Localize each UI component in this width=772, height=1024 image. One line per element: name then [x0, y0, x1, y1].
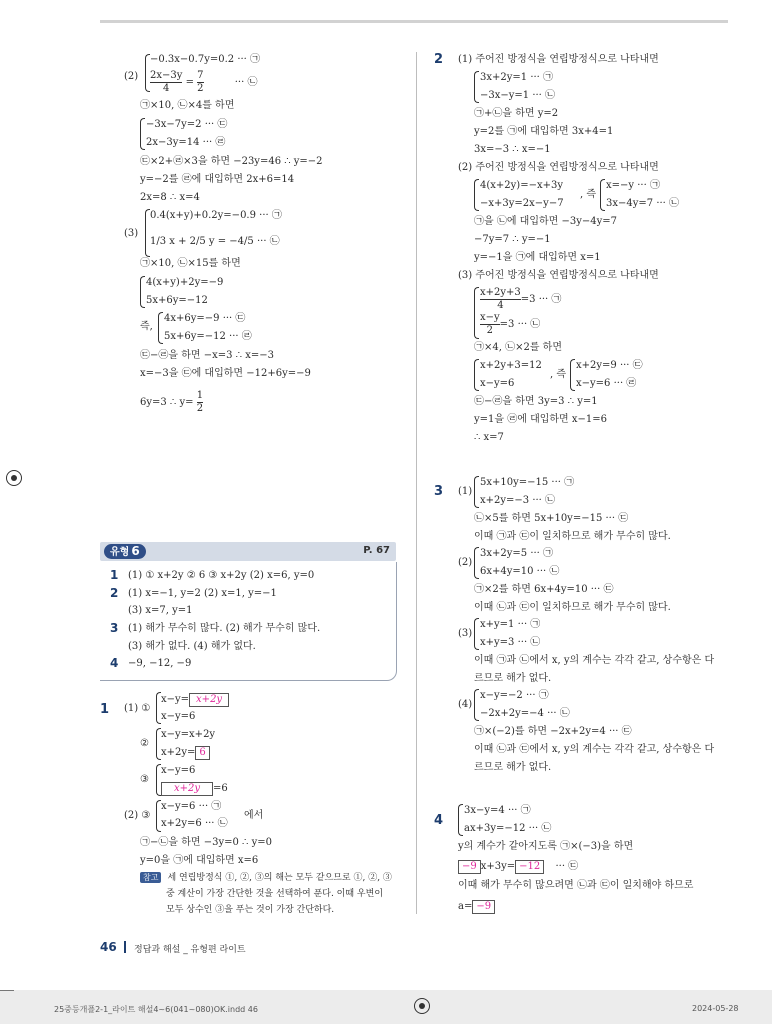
equation — [458, 860, 578, 874]
answer-number: 3 — [110, 621, 119, 635]
label: ③ — [140, 774, 149, 785]
numerator: x−y — [480, 312, 500, 323]
equation-text: =3 ··· ㉠ — [520, 294, 562, 305]
step: (3) 주어진 방정식을 연립방정식으로 나타내면 — [458, 270, 659, 281]
system-brace — [474, 287, 479, 339]
step: ㉠×4, ㉡×2를 하면 — [474, 342, 562, 353]
fraction-equation — [150, 70, 257, 95]
equation: x−y=x+2y — [161, 729, 216, 740]
suffix: 에서 — [244, 810, 264, 821]
numerator: 7 — [197, 70, 204, 81]
conjunction: , 즉 — [550, 369, 567, 380]
tag: ··· ㉢ — [555, 861, 579, 872]
system-brace — [158, 312, 163, 344]
equation: −2x+2y=−4 ··· ㉡ — [480, 708, 570, 719]
answer-box: −9 — [458, 860, 481, 874]
step: 르므로 해가 없다. — [474, 673, 552, 684]
answer-text: (1) x=−1, y=2 (2) x=1, y=−1 — [128, 588, 277, 599]
step: 이때 ㉠과 ㉡에서 x, y의 계수는 각각 같고, 상수항은 다 — [474, 655, 715, 666]
step: ㉠×(−2)를 하면 −2x+2y=4 ··· ㉢ — [474, 726, 632, 737]
note-line: 중 계산이 가장 간단한 것을 선택하여 푼다. 이때 우변이 — [166, 889, 384, 899]
step: 이때 ㉡과 ㉢이 일치하므로 해가 무수히 많다. — [474, 602, 671, 613]
answer-box: x+2y — [161, 782, 213, 796]
footer-divider — [124, 941, 126, 953]
step: 이때 ㉠과 ㉢이 일치하므로 해가 무수히 많다. — [474, 531, 671, 542]
type-pill — [104, 544, 146, 559]
label: (3) — [124, 228, 139, 239]
equation: −0.3x−0.7y=0.2 ··· ㉠ — [150, 54, 261, 65]
denominator: 2 — [196, 403, 204, 414]
equation — [161, 782, 228, 796]
system-brace — [474, 547, 479, 579]
step: 이때 ㉡과 ㉢에서 x, y의 계수는 각각 같고, 상수항은 다 — [474, 744, 715, 755]
step: ㉡×5를 하면 5x+10y=−15 ··· ㉢ — [474, 513, 629, 524]
conjunction: , 즉 — [580, 189, 597, 200]
top-rule — [100, 20, 728, 23]
note-tag: 참고 — [140, 872, 161, 883]
system-brace — [474, 71, 479, 103]
equation-text: x+3y= — [480, 861, 516, 872]
equation: x−y=6 — [161, 765, 196, 776]
step: y=1을 ㉣에 대입하면 x−1=6 — [474, 414, 608, 425]
fraction-equation — [480, 287, 561, 312]
answer-number: 1 — [110, 568, 119, 582]
system-brace — [474, 618, 479, 650]
step: ㉢−㉣을 하면 −x=3 ∴ x=−3 — [140, 350, 274, 361]
step-text: 6y=3 ∴ y= — [140, 397, 194, 408]
step: ㉠×10, ㉡×4를 하면 — [140, 100, 235, 111]
step: ㉠+㉡을 하면 y=2 — [474, 108, 559, 119]
section-banner — [100, 542, 396, 561]
column-divider — [416, 52, 417, 914]
equation: ax+3y=−12 ··· ㉡ — [464, 823, 552, 834]
answer-text: (3) 해가 없다. (4) 해가 없다. — [128, 641, 256, 652]
step: ㉠×2를 하면 6x+4y=10 ··· ㉢ — [474, 584, 614, 595]
equation: 5x+10y=−15 ··· ㉠ — [480, 477, 575, 488]
equation: x−y=6 ··· ㉣ — [576, 378, 637, 389]
type-number: 6 — [131, 544, 140, 558]
step: ∴ x=7 — [474, 432, 504, 443]
step — [458, 900, 495, 914]
label: (2) ③ — [124, 810, 151, 821]
equation-text: =6 — [213, 783, 228, 794]
numerator: 1 — [196, 390, 204, 401]
equation: x+2y=6 ··· ㉡ — [161, 818, 228, 829]
step: ㉠−㉡을 하면 −3y=0 ∴ y=0 — [140, 837, 272, 848]
step — [140, 390, 203, 415]
step: ㉢−㉣을 하면 3y=3 ∴ y=1 — [474, 396, 598, 407]
denominator: 2 — [486, 325, 494, 336]
label: (2) — [124, 71, 139, 82]
equation: x−y=6 — [480, 378, 515, 389]
equation: −x+3y=2x−y−7 — [480, 198, 564, 209]
equation: 2x−3y=14 ··· ㉣ — [146, 137, 226, 148]
system-brace — [140, 276, 145, 308]
system-brace — [474, 476, 479, 508]
step: 즉, — [140, 321, 153, 332]
step: x=−3을 ㉢에 대입하면 −12+6y=−9 — [140, 368, 311, 379]
equation: x+y=3 ··· ㉡ — [480, 637, 541, 648]
registration-mark-icon — [6, 470, 22, 486]
equation: 3x+2y=5 ··· ㉠ — [480, 548, 554, 559]
label: (4) — [458, 699, 473, 710]
system-brace — [570, 359, 575, 391]
equation: x−y=6 ··· ㉠ — [161, 801, 222, 812]
step: ㉠을 ㉡에 대입하면 −3y−4y=7 — [474, 216, 618, 227]
numerator: 2x−3y — [150, 70, 183, 81]
label: (3) — [458, 628, 473, 639]
label: (1) — [458, 486, 473, 497]
answer-text: (3) x=7, y=1 — [128, 605, 193, 616]
equation: 6x+4y=10 ··· ㉡ — [480, 566, 560, 577]
equation: 0.4(x+y)+0.2y=−0.9 ··· ㉠ — [150, 210, 282, 221]
problem-number: 2 — [434, 52, 444, 67]
label: ② — [140, 738, 149, 749]
equation: x+2y+3=12 — [480, 360, 542, 371]
denominator: 4 — [163, 83, 170, 94]
equation: 5x+6y=−12 ··· ㉣ — [164, 331, 252, 342]
system-brace — [474, 359, 479, 391]
system-brace — [600, 179, 605, 211]
answer-text: (1) 해가 무수히 많다. (2) 해가 무수히 많다. — [128, 623, 321, 634]
answer-box: 6 — [195, 746, 209, 760]
equation — [161, 693, 229, 707]
note-line: 세 연립방정식 ①, ②, ③의 해는 모두 같으므로 ①, ②, ③ — [167, 873, 392, 883]
step: y의 계수가 같아지도록 ㉠×(−3)을 하면 — [458, 841, 634, 852]
step: ㉢×2+㉣×3을 하면 −23y=46 ∴ y=−2 — [140, 156, 323, 167]
print-slug: 25중등개플2-1_라이트 해설4~6(041~080)OK.indd 46 — [54, 1005, 258, 1014]
equation: 4x+6y=−9 ··· ㉢ — [164, 313, 246, 324]
equation: 4(x+y)+2y=−9 — [146, 277, 224, 288]
equation: x−y=−2 ··· ㉠ — [480, 690, 549, 701]
page-reference: P. 67 — [363, 545, 390, 556]
problem-number: 4 — [434, 813, 444, 828]
problem-number: 3 — [434, 484, 444, 499]
equation: 3x−4y=7 ··· ㉡ — [606, 198, 680, 209]
equation: x+2y=9 ··· ㉢ — [576, 360, 643, 371]
system-brace — [458, 804, 463, 836]
fraction-equation — [480, 312, 540, 337]
answer-box: x+2y — [189, 693, 229, 707]
registration-mark-icon — [414, 998, 430, 1014]
page-number: 46 — [100, 940, 117, 954]
equation: x=−y ··· ㉠ — [606, 180, 660, 191]
step: y=0을 ㉠에 대입하면 x=6 — [140, 855, 259, 866]
step: y=−2를 ㉣에 대입하면 2x+6=14 — [140, 174, 295, 185]
equation — [161, 746, 210, 760]
answer-box: −9 — [472, 900, 495, 914]
system-brace — [140, 118, 145, 150]
equation: x+2y=−3 ··· ㉡ — [480, 495, 556, 506]
denominator: 4 — [497, 300, 504, 311]
answer-box: −12 — [515, 860, 544, 874]
answer-text: (1) ① x+2y ② 6 ③ x+2y (2) x=6, y=0 — [128, 570, 315, 581]
equation: x−y=6 — [161, 711, 196, 722]
step: y=−1을 ㉠에 대입하면 x=1 — [474, 252, 601, 263]
equation: 5x+6y=−12 — [146, 295, 208, 306]
note — [140, 872, 392, 884]
type-label: 유형 — [110, 547, 130, 558]
equation: 1/3 x + 2/5 y = −4/5 ··· ㉡ — [150, 236, 280, 247]
equation: x+y=1 ··· ㉠ — [480, 619, 541, 630]
system-brace — [474, 689, 479, 721]
step: ㉠×10, ㉡×15를 하면 — [140, 258, 241, 269]
equation: −3x−7y=2 ··· ㉢ — [146, 119, 228, 130]
denominator: 2 — [197, 83, 204, 94]
tag: ··· ㉡ — [234, 77, 258, 88]
equation-text: =3 ··· ㉡ — [499, 319, 541, 330]
system-brace — [474, 179, 479, 211]
crop-mark — [0, 990, 14, 991]
equation-text: x−y= — [161, 694, 190, 705]
running-footer: 정답과 해설 _ 유형편 라이트 — [134, 945, 246, 955]
equation-text: a= — [458, 901, 473, 912]
step: 3x=−3 ∴ x=−1 — [474, 144, 551, 155]
problem-number: 1 — [100, 702, 110, 717]
answer-text: −9, −12, −9 — [128, 658, 192, 669]
step: −7y=7 ∴ y=−1 — [474, 234, 551, 245]
answer-number: 4 — [110, 656, 119, 670]
step: (1) 주어진 방정식을 연립방정식으로 나타내면 — [458, 54, 659, 65]
step: y=2를 ㉠에 대입하면 3x+4=1 — [474, 126, 614, 137]
label: (2) — [458, 557, 473, 568]
equation: 3x−y=4 ··· ㉠ — [464, 805, 531, 816]
step: 2x=8 ∴ x=4 — [140, 192, 200, 203]
equation: 3x+2y=1 ··· ㉠ — [480, 72, 554, 83]
equation: −3x−y=1 ··· ㉡ — [480, 90, 556, 101]
equation-text: x+2y= — [161, 747, 196, 758]
numerator: x+2y+3 — [480, 287, 521, 298]
label: (1) ① — [124, 703, 151, 714]
equation: 4(x+2y)=−x+3y — [480, 180, 563, 191]
step: (2) 주어진 방정식을 연립방정식으로 나타내면 — [458, 162, 659, 173]
print-date: 2024-05-28 — [692, 1004, 739, 1013]
answer-number: 2 — [110, 586, 119, 600]
note-line: 모두 상수인 ③을 푸는 것이 가장 간단하다. — [166, 905, 335, 915]
equals: = — [185, 77, 194, 88]
step: 이때 해가 무수히 많으려면 ㉡과 ㉢이 일치해야 하므로 — [458, 880, 694, 891]
step: 르므로 해가 없다. — [474, 762, 552, 773]
